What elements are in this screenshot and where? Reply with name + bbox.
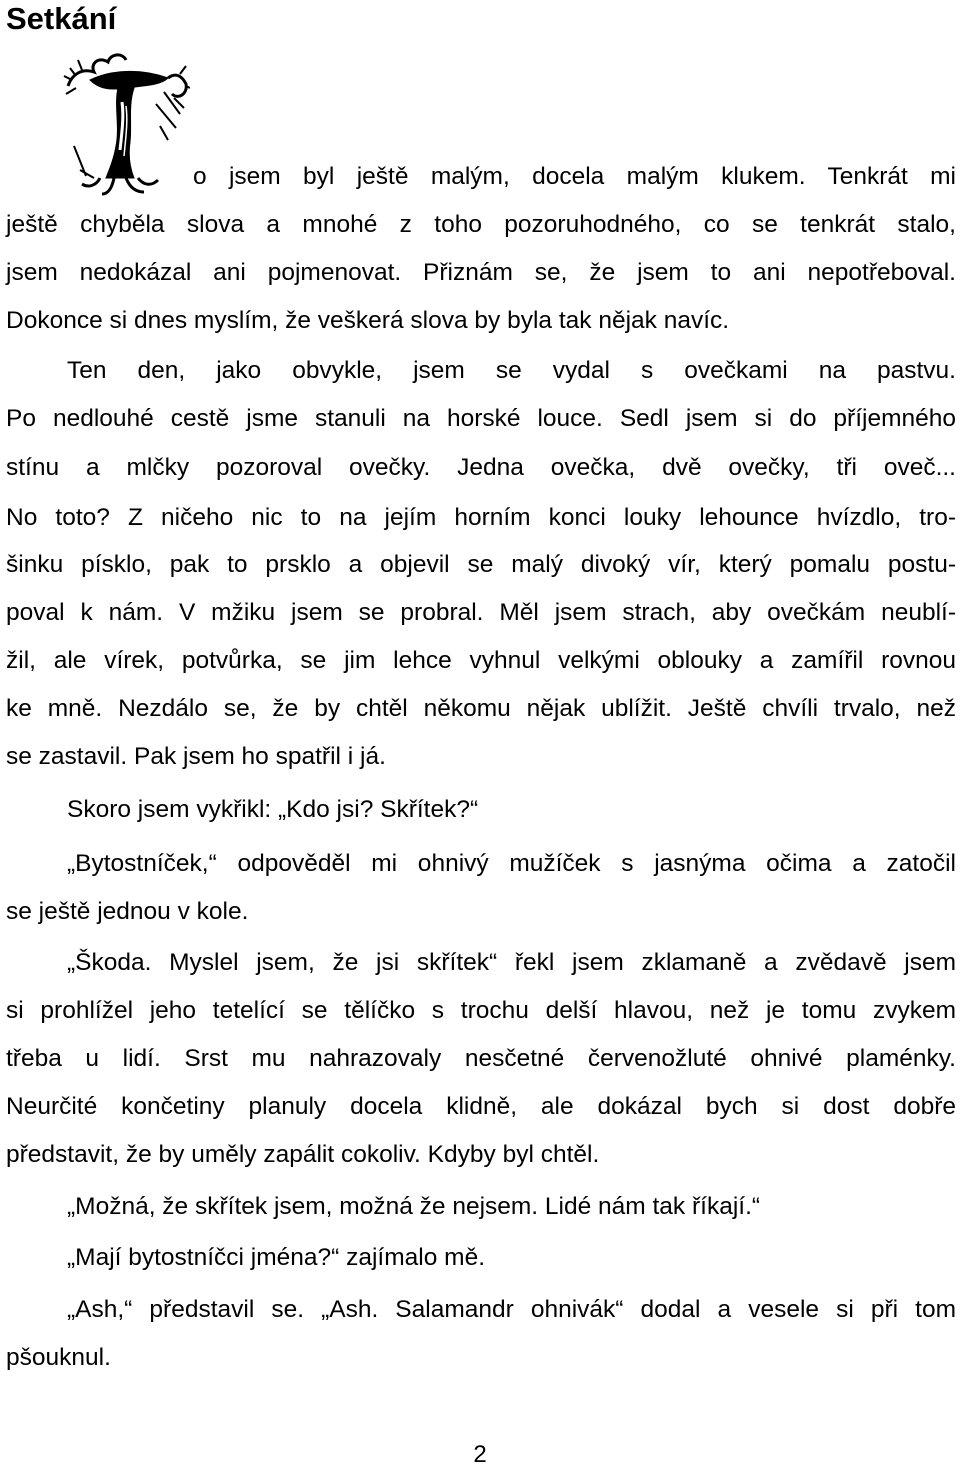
paragraph-line: No toto? Z ničeho nic to na jejím horním konci louky lehounce hvízdlo, tro- xyxy=(6,504,956,531)
paragraph-line: se ještě jednou v kole. xyxy=(6,898,249,925)
paragraph-line: ještě chyběla slova a mnohé z toho pozoruhodného, co se tenkrát stalo, xyxy=(6,211,956,238)
paragraph-line: pšouknul. xyxy=(6,1344,111,1371)
paragraph-line: představit, že by uměly zapálit cokoliv. Kdyby byl chtěl. xyxy=(6,1141,600,1168)
paragraph-line: Skoro jsem vykřikl: „Kdo jsi? Skřítek?“ xyxy=(67,796,479,823)
paragraph-line: šinku písklo, pak to prsklo a objevil se malý divoký vír, který pomalu postu- xyxy=(6,551,956,578)
paragraph-line: třeba u lidí. Srst mu nahrazovaly nesčetné červenožluté ohnivé plaménky. xyxy=(6,1045,956,1072)
paragraph-line: Po nedlouhé cestě jsme stanuli na horské louce. Sedl jsem si do příjemného xyxy=(6,405,956,432)
chapter-title: Setkání xyxy=(6,1,117,36)
ornamental-dropcap-t-icon xyxy=(60,46,190,196)
paragraph-line: o jsem byl ještě malým, docela malým klukem. Tenkrát mi xyxy=(193,163,956,190)
paragraph-line: Neurčité končetiny planuly docela klidně, ale dokázal bych si dost dobře xyxy=(6,1093,956,1120)
paragraph-line: Dokonce si dnes myslím, že veškerá slova by byla tak nějak navíc. xyxy=(6,307,730,334)
page-number: 2 xyxy=(473,1441,487,1468)
paragraph-line: ke mně. Nezdálo se, že by chtěl někomu nějak ublížit. Ještě chvíli trvalo, než xyxy=(6,695,956,722)
paragraph-line: jsem nedokázal ani pojmenovat. Přiznám se, že jsem to ani nepotřeboval. xyxy=(6,259,956,286)
paragraph-line: „Škoda. Myslel jsem, že jsi skřítek“ řekl jsem zklamaně a zvědavě jsem xyxy=(67,949,956,976)
paragraph-line: poval k nám. V mžiku jsem se probral. Měl jsem strach, aby ovečkám neublí- xyxy=(6,599,956,626)
paragraph-line: se zastavil. Pak jsem ho spatřil i já. xyxy=(6,743,386,770)
paragraph-line: si prohlížel jeho tetelící se tělíčko s trochu delší hlavou, než je tomu zvykem xyxy=(6,997,956,1024)
paragraph-line: Ten den, jako obvykle, jsem se vydal s ovečkami na pastvu. xyxy=(67,357,956,384)
paragraph-line: „Mají bytostníčci jména?“ zajímalo mě. xyxy=(67,1244,485,1271)
paragraph-line: „Možná, že skřítek jsem, možná že nejsem. Lidé nám tak říkají.“ xyxy=(67,1193,761,1220)
paragraph-line: „Bytostníček,“ odpověděl mi ohnivý mužíček s jasnýma očima a zatočil xyxy=(67,850,956,877)
paragraph-line: stínu a mlčky pozoroval ovečky. Jedna ovečka, dvě ovečky, tři oveč... xyxy=(6,454,956,481)
paragraph-line: žil, ale vírek, potvůrka, se jim lehce vyhnul velkými oblouky a zamířil rovnou xyxy=(6,647,956,674)
paragraph-line: „Ash,“ představil se. „Ash. Salamandr ohnivák“ dodal a vesele si při tom xyxy=(67,1296,956,1323)
